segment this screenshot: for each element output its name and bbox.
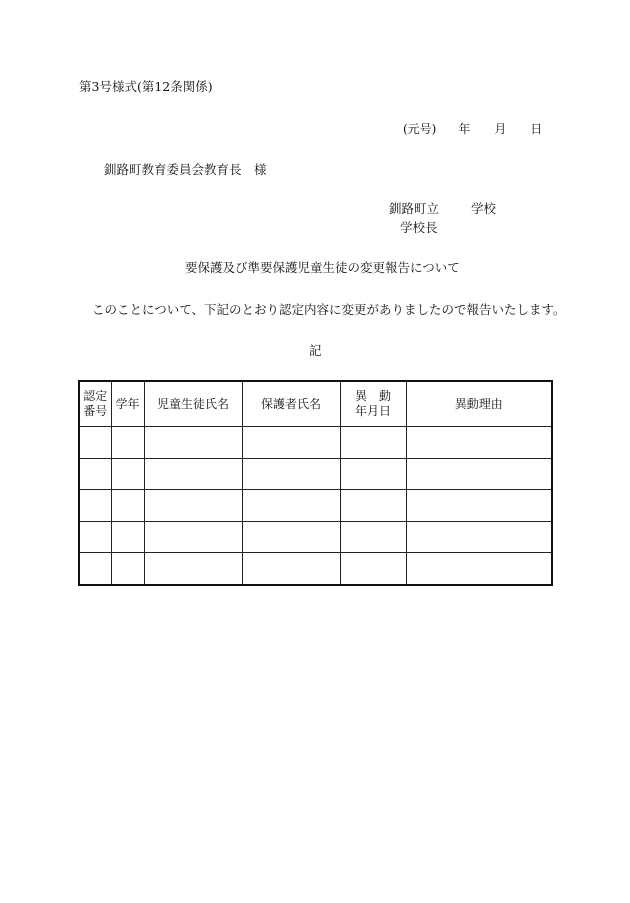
cell-student-name[interactable] [144,521,242,553]
report-table [78,380,553,586]
cell-guardian-name[interactable] [242,521,340,553]
header-student-name: 児童生徒氏名 [144,381,242,427]
table-row [79,521,552,553]
table-row [79,490,552,522]
date-day-unit: 日 [530,122,543,136]
cell-reason[interactable] [406,553,552,585]
date-era: (元号) [403,122,437,136]
cell-change-date[interactable] [340,553,406,585]
cell-reason[interactable] [406,521,552,553]
cell-grade[interactable] [111,427,144,459]
cell-change-date[interactable] [340,490,406,522]
table-row [79,553,552,585]
document-title: 要保護及び準要保護児童生徒の変更報告について [185,260,460,275]
cell-reason[interactable] [406,458,552,490]
header-grade: 学年 [111,381,144,427]
cell-change-date[interactable] [340,427,406,459]
cell-grade[interactable] [111,458,144,490]
school-suffix: 学校 [471,201,497,216]
cell-student-name[interactable] [144,553,242,585]
date-line [403,123,542,135]
cell-change-date[interactable] [340,458,406,490]
table-row [79,458,552,490]
cell-cert-number[interactable] [79,553,111,585]
cell-guardian-name[interactable] [242,458,340,490]
cell-student-name[interactable] [144,490,242,522]
ki-mark: 記 [309,343,322,358]
header-reason: 異動理由 [406,381,552,427]
body-text: このことについて、下記のとおり認定内容に変更がありましたので報告いたします。 [92,302,566,317]
header-change-date [340,381,406,427]
cell-change-date[interactable] [340,521,406,553]
header-cert-number-line2: 番号 [83,404,108,418]
cell-guardian-name[interactable] [242,490,340,522]
cell-cert-number[interactable] [79,458,111,490]
cell-grade[interactable] [111,553,144,585]
header-cert-number-line1: 認定 [83,389,108,403]
cell-cert-number[interactable] [79,521,111,553]
cell-reason[interactable] [406,427,552,459]
table-row [79,427,552,459]
addressee: 釧路町教育委員会教育長 様 [104,162,267,177]
cell-cert-number[interactable] [79,490,111,522]
school-prefix: 釧路町立 [389,201,440,216]
cell-guardian-name[interactable] [242,427,340,459]
date-month-unit: 月 [494,122,507,136]
cell-grade[interactable] [111,521,144,553]
school-line [389,203,496,216]
cell-grade[interactable] [111,490,144,522]
table-header-row [79,381,552,427]
header-change-date-line2: 年月日 [354,404,391,418]
date-year-unit: 年 [458,122,471,136]
cell-cert-number[interactable] [79,427,111,459]
header-change-date-line1: 異 動 [354,389,391,403]
header-guardian-name: 保護者氏名 [242,381,340,427]
cell-student-name[interactable] [144,427,242,459]
principal-line: 学校長 [400,220,438,235]
header-cert-number [79,381,111,427]
form-number: 第3号様式(第12条関係) [79,79,213,94]
cell-student-name[interactable] [144,458,242,490]
cell-guardian-name[interactable] [242,553,340,585]
cell-reason[interactable] [406,490,552,522]
